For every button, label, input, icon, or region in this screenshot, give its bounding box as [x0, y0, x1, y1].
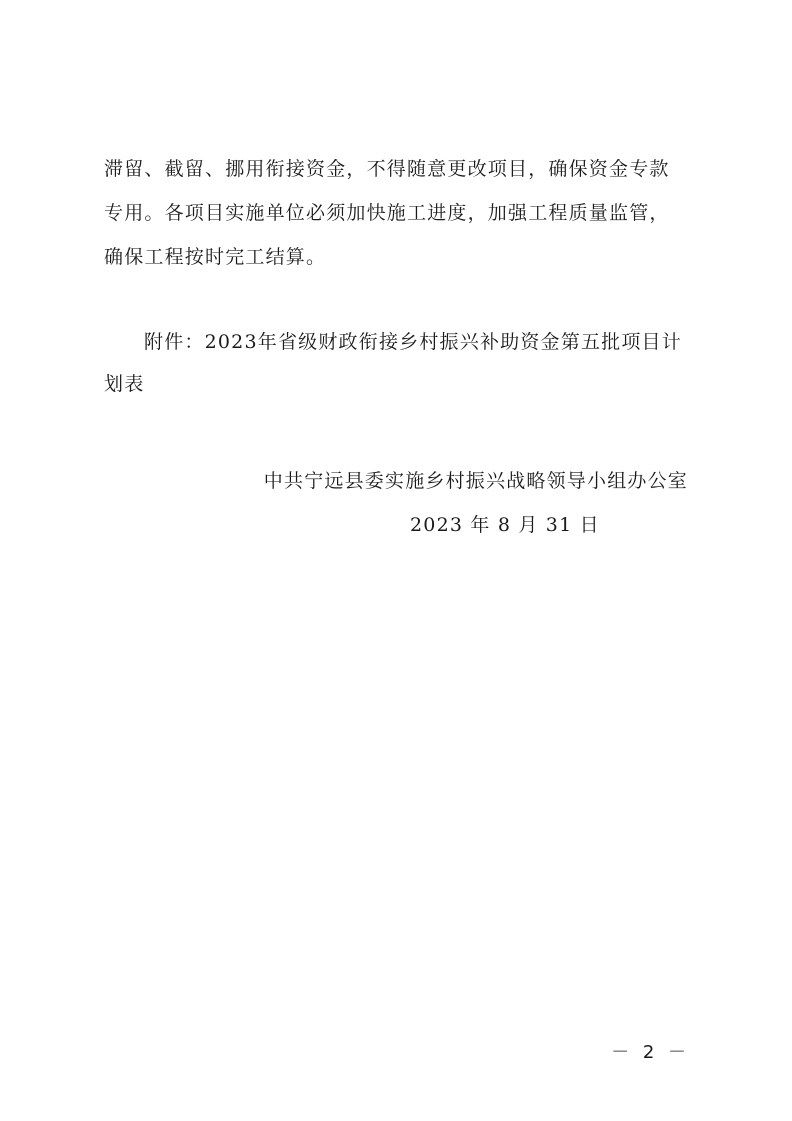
attachment-line: 划表 [104, 373, 145, 395]
page-number: － 2 － [611, 1042, 690, 1063]
paragraph-line: 确保工程按时完工结算。 [104, 246, 327, 268]
attachment-line: 附件：2023年省级财政衔接乡村振兴补助资金第五批项目计 [144, 331, 682, 353]
paragraph-line: 专用。各项目实施单位必须加快施工进度，加强工程质量监管， [104, 202, 670, 224]
paragraph-line: 滞留、截留、挪用衔接资金，不得随意更改项目，确保资金专款 [104, 158, 670, 180]
signature-organization: 中共宁远县委实施乡村振兴战略领导小组办公室 [263, 470, 688, 492]
signature-date: 2023 年 8 月 31 日 [410, 514, 600, 536]
